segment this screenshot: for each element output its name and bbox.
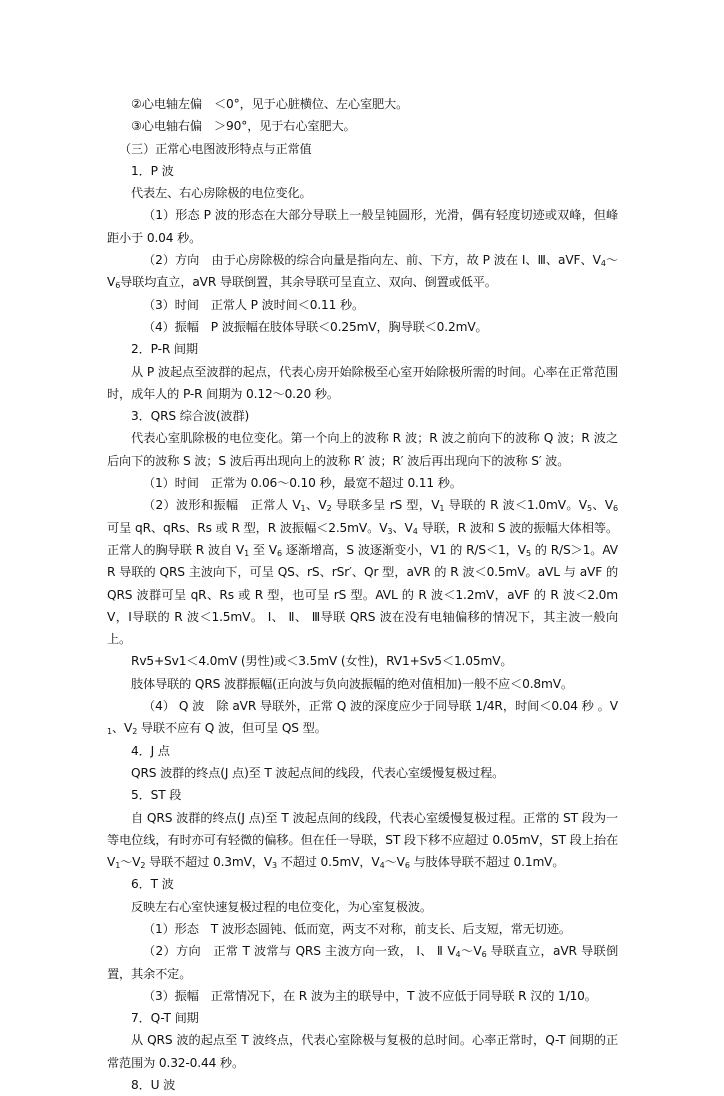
text-run: （2）方向 由于心房除极的综合向量是指向左、前、下方，故 P 波在 Ⅰ、Ⅲ、aVF、V: [143, 253, 601, 268]
axis-left-deviation-line: ②心电轴左偏 ＜0°，见于心脏横位、左心室肥大。: [131, 97, 409, 111]
text-run: 可呈 qR、qRs、Rs 或 R 型，R 波振幅＜2.5mV。V: [107, 520, 388, 535]
subscript: 6: [613, 504, 618, 514]
subscript: 3: [387, 526, 393, 536]
subscript: 6: [276, 548, 282, 558]
text-run: （2）方向 正常 T 波常与 QRS 主波方向一致， Ⅰ、 Ⅱ V: [143, 944, 456, 959]
heading-p-wave: 1．P 波: [131, 163, 174, 178]
text-run: 自 QRS 波群的终点(J 点)至 T 波起点间的线段，代表心室缓慢复极过程。正常的 ST 段为一等电位线，有时亦可有轻微的偏移。但在任一导联，ST 段下移不应超过 0.05mV，ST 段上抬在 V: [107, 810, 618, 870]
qt-interval-paragraph: 从 QRS 波的起点至 T 波终点，代表心室除极与复极的总时间。心率正常时，Q-T 间期的正常范围为 0.32-0.44 秒。: [107, 1033, 618, 1070]
text-run: 逐渐增高，S 波逐渐变小，V1 的 R/S＜1，V: [281, 542, 526, 557]
subscript: 1: [439, 504, 445, 514]
subscript: 2: [132, 727, 138, 737]
subscript: 4: [455, 950, 461, 960]
subscript: 1: [115, 861, 121, 871]
subscript: 2: [140, 861, 146, 871]
text-run: 至 V: [249, 542, 277, 557]
t-wave-shape: （1）形态 T 波形态圆钝、低而宽，两支不对称，前支长、后支短，常无切迹。: [143, 921, 571, 936]
subscript: 4: [412, 526, 418, 536]
subscript: 4: [600, 259, 606, 269]
st-segment-paragraph: [107, 807, 618, 874]
subscript: 1: [244, 548, 250, 558]
pr-interval-paragraph: 从 P 波起点至波群的起点，代表心房开始除极至心室开始除极所需的时间。心率在正常范围时，成年人的 P-R 间期为 0.12～0.20 秒。: [107, 364, 618, 401]
voltage-criteria-formula: Rv5+Sv1＜4.0mV (男性)或＜3.5mV (女性)，RV1+Sv5＜1.05mV。: [131, 654, 513, 669]
subscript: 2: [326, 504, 332, 514]
text-run: 导联，R 波和 S 波的振幅大体相等。正常人的胸导联 R 波自 V: [107, 520, 619, 557]
t-wave-direction: [107, 940, 618, 985]
text-run: 导联直立，aVR 导联倒置，其余不定。: [107, 944, 618, 981]
p-wave-duration: （3）时间 正常人 P 波时间＜0.11 秒。: [143, 297, 365, 312]
text-run: 导联的 R 波＜1.0mV。V: [444, 498, 587, 513]
text-run: ～V: [460, 944, 482, 959]
p-wave-shape: （1）形态 P 波的形态在大部分导联上一般呈钝圆形，光滑，偶有轻度切迹或双峰，但峰距小于 0.04 秒。: [107, 208, 618, 245]
heading-u-wave: 8．U 波: [131, 1078, 176, 1093]
heading-qt-interval: 7．Q-T 间期: [131, 1011, 199, 1026]
p-wave-amplitude: （4）振幅 P 波振幅在肢体导联＜0.25mV，胸导联＜0.2mV。: [143, 319, 488, 334]
subscript: 1: [300, 504, 306, 514]
subscript: 6: [481, 950, 487, 960]
qrs-definition: 代表心室肌除极的电位变化。第一个向上的波称 R 波；R 波之前向下的波称 Q 波；R 波之后向下的波称 S 波；S 波后再出现向上的波称 R′ 波；R′ 波后再出现向下的波称 S′ 波。: [107, 431, 618, 468]
t-wave-amplitude: （3）振幅 正常情况下，在 R 波为主的联导中，T 波不应低于同导联 R 汉的 1/10。: [143, 988, 597, 1003]
text-run: 导联不应有 Q 波，但可呈 QS 型。: [137, 721, 327, 736]
text-run: ～V: [107, 253, 618, 290]
heading-pr-interval: 2．P-R 间期: [131, 342, 198, 357]
heading-t-wave: 6．T 波: [131, 877, 174, 892]
text-run: （2）波形和振幅 正常人 V: [143, 498, 301, 513]
subscript: 6: [115, 281, 121, 291]
limb-lead-amplitude: 肢体导联的 QRS 波群振幅(正向波与负向波振幅的绝对值相加)一般不应＜0.8mV。: [131, 676, 573, 691]
subscript: 4: [379, 861, 385, 871]
text-run: 导联多呈 rS 型，V: [331, 498, 440, 513]
heading-qrs-complex: 3．QRS 综合波(波群): [131, 409, 250, 424]
section-heading-normal-ecg: （三）正常心电图波形特点与正常值: [119, 141, 312, 156]
axis-right-deviation-line: ③心电轴右偏 ＞90°，见于右心室肥大。: [131, 119, 356, 134]
text-run: （4） Q 波 除 aVR 导联外，正常 Q 波的深度应少于同导联 1/4R，时间＜0.04 秒 。V: [143, 699, 618, 714]
heading-j-point: 4．J 点: [131, 743, 170, 758]
text-run: 、V: [591, 498, 614, 513]
j-point-paragraph: QRS 波群的终点(J 点)至 T 波起点间的线段，代表心室缓慢复极过程。: [131, 765, 505, 780]
t-wave-definition: 反映左右心室快速复极过程的电位变化，为心室复极波。: [131, 899, 432, 914]
p-wave-direction: [107, 249, 618, 294]
text-run: ～V: [120, 855, 141, 870]
text-run: 、V: [392, 520, 413, 535]
text-run: 导联不超过 0.3mV，V: [145, 855, 273, 870]
heading-st-segment: 5．ST 段: [131, 788, 182, 803]
text-run: 、V: [305, 498, 327, 513]
qrs-duration: （1）时间 正常为 0.06～0.10 秒，最宽不超过 0.11 秒。: [143, 476, 462, 491]
text-run: 、V: [111, 721, 133, 736]
subscript: 3: [272, 861, 277, 871]
text-run: 与肢体导联不超过 0.1mV。: [409, 855, 565, 870]
subscript: 5: [586, 504, 592, 514]
text-run: 的 R/S＞1。AVR 导联的 QRS 主波向下，可呈 QS、rS、rSr′、Qr 型，aVR 的 R 波＜0.5mV。aVL 与 aVF 的 QRS 波群可呈 qR、Rs 或 R 型，也可呈 rS 型。AVL 的 R 波＜1.2mV，aVF 的 R 波＜2.0mV，Ⅰ导联的 R 波＜1.5mV。 Ⅰ、 Ⅱ、 Ⅲ导联 QRS 波在没有电轴偏移的情况下，其主波一般向上。: [107, 542, 618, 647]
p-wave-definition: 代表左、右心房除极的电位变化。: [131, 186, 312, 201]
q-wave-paragraph: [107, 695, 618, 740]
qrs-morphology-amplitude: [107, 494, 618, 650]
text-run: 导联均直立，aVR 导联倒置，其余导联可呈直立、双向、倒置或低平。: [120, 275, 497, 290]
subscript: 5: [525, 548, 531, 558]
text-run: 不超过 0.5mV，V: [276, 855, 380, 870]
subscript: 6: [404, 861, 410, 871]
subscript: 1: [107, 727, 112, 737]
text-run: ～V: [384, 855, 405, 870]
